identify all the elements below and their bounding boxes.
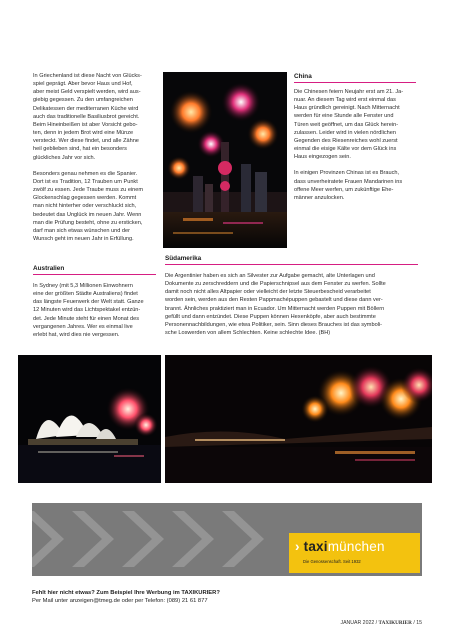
suedamerika-column [165,272,423,337]
page-number [340,620,422,626]
ad-contact-line[interactable]: Per Mail unter anzeigen@tmeg.de oder per Telefon: (089) 21 61 877 [32,598,208,604]
photo-suedamerika-fireworks [165,355,432,483]
chevron-icon: › [295,539,300,554]
heading-suedamerika: Südamerika [165,255,418,265]
photo-shanghai-fireworks [163,72,287,248]
paragraph-suedamerika: Die Argentinier haben es sich an Silvester zur Aufgabe gemacht, alte Unterlagen und Dokumente zu zerschreddern und die Papierschnipsel aus dem Fenster zu werfen. Sollte damit noch nicht alles Altpapier oder vielleicht der letzte Steuerbescheid verarbeitet worden sein, werden aus den Resten Pappmachépuppen gebastelt und diese dann ver- brannt. Ähnliches praktiziert man in Ecuador. Um Mitternacht werden Puppen mit Böllern gefüllt und dann entzündet. Diese Puppen können Hexenköpfe, aber auch bestimmte Personennachbildungen, wie etwa Politiker, sein. Sinn dieses Brauches ist das symboli- sche Loswerden von allem Schlechten. Keine schlechte Idee. (BH) [165,273,386,337]
heading-china: China [294,73,416,83]
ad-call-question: Fehlt hier nicht etwas? Zum Beispiel Ihre Werbung im TAXIKURIER? [32,590,220,596]
paragraph-china-2: In einigen Provinzen Chinas ist es Brauch, dass unverheiratete Frauen Mandarinen ins offene Meer werfen, um zukünftige Ehe- männer anzulocken. [294,170,403,201]
page-num: / 15 [411,620,422,626]
australien-column [33,282,157,339]
paragraph-spain: Besonders genau nehmen es die Spanier. Dort ist es Tradition, 12 Trauben um Punkt zwölf zu essen. Jede Traube muss zu einem Glockenschlag gegessen werden. Kommt man nicht hinterher oder verschluckt sich, bedeutet das Unglück im neuen Jahr. Wenn man die Prüfung besteht, ohne zu ersticken, darf man sich etwas wünschen und der Wunsch geht im neuen Jahr in Erfüllung. [33,170,144,242]
logo-taxi-text: taxi [303,539,328,554]
magazine-name: TAXIKURIER [378,620,412,626]
paragraph-china-1: Die Chinesen feiern Neujahr erst am 21. Ja- nuar. An diesem Tag wird erst einmal das Haus gründlich gereinigt. Nach Mitternacht werden für eine Stunde alle Fenster und Türen weit geöffnet, um das Glück herein- zulassen. Leider wird in vielen nördlichen Gegenden des Riesenreiches wohl zuerst einmal die eisige Kälte vor dem Glück ins Haus eingezogen sein. [294,89,404,161]
issue-date: JANUAR 2022 / [340,620,379,626]
paragraph-australien: In Sydney (mit 5,3 Millionen Einwohnern eine der größten Städte Australiens) findet das längste Feuerwerk der Welt statt. Ganze 12 Minuten wird das Lichtspektakel entzün- det. Jede Minute steht für einen Monat des vergangenen Jahres. Wer es einmal live erlebt hat, wird dies nie vergessen. [33,283,144,338]
taxi-muenchen-logo [295,539,385,554]
left-column [33,72,155,243]
taxi-muenchen-ad[interactable] [32,503,422,576]
heading-australien: Australien [33,265,156,275]
ad-logo-box[interactable] [289,533,420,573]
logo-city-text: münchen [327,539,385,554]
photo-sydney-opera-house [18,355,161,483]
ad-tagline: Die Genossenschaft. Seit 1932 [303,559,361,564]
china-column [294,88,418,202]
paragraph-greece: In Griechenland ist diese Nacht von Glücks- spiel geprägt. Aber bevor Haus und Hof, aber meist Geld verspielt werden, wird aus- giebig gegessen. Zu den umfangreichen Delikatessen der mediterranen Küche wird auch das traditionelle Basiliusbrot gereicht. Beim Hineinbeißen ist aber Vorsicht gebo- ten, denn in jedem Brot wird eine Münze versteckt. Wer diese findet, und alle Zähne heil geblieben sind, hat ein besonders glückliches Jahr vor sich. [33,73,142,161]
